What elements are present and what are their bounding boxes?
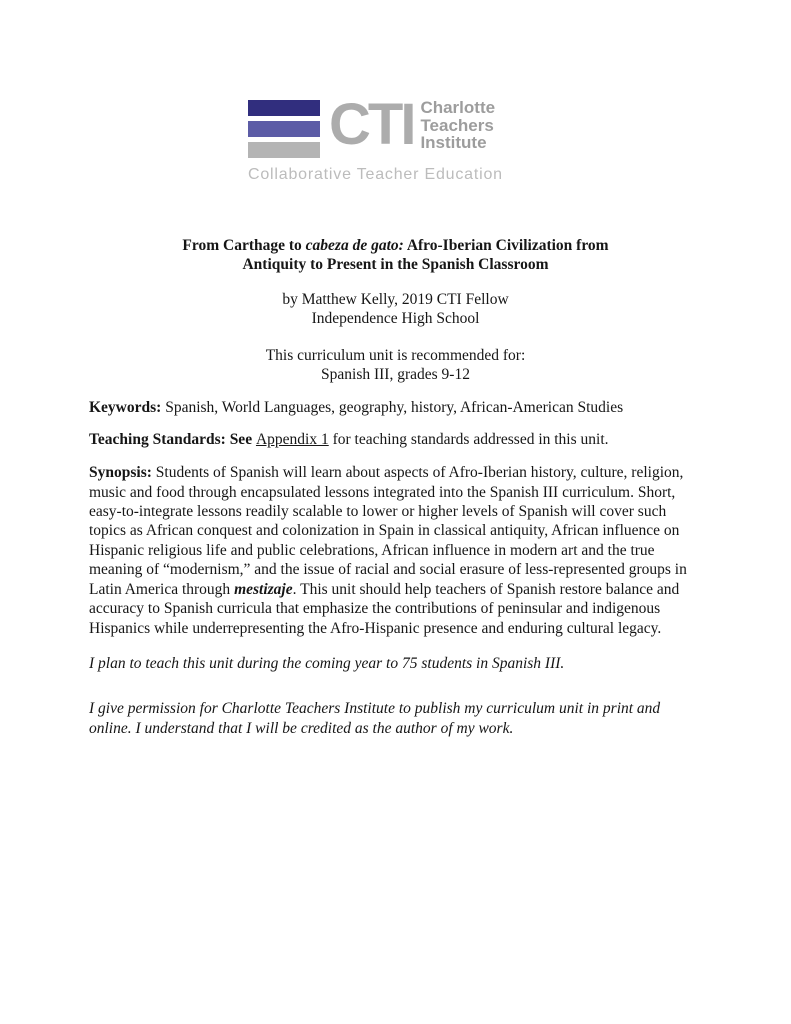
cti-logo	[248, 92, 503, 184]
teaching-standards-label: Teaching Standards: See	[89, 430, 256, 448]
school-line: Independence High School	[311, 310, 480, 328]
logo-tagline: Collaborative Teacher Education	[248, 166, 503, 183]
logo-bar-bottom	[248, 142, 320, 158]
cti-wordmark: CTI	[329, 92, 414, 157]
unit-title-pre: From Carthage to	[182, 237, 306, 254]
teach-plan-note: I plan to teach this unit during the coming year to 75 students in Spanish III.	[89, 654, 565, 672]
logo-name-line3: Institute	[420, 133, 487, 152]
appendix-1-link[interactable]: Appendix 1	[255, 430, 329, 448]
unit-title-line2: Antiquity to Present in the Spanish Classroom	[242, 256, 549, 274]
synopsis-paragraph	[89, 463, 702, 638]
logo-institute-name	[420, 99, 495, 152]
keywords-text: Spanish, World Languages, geography, history, African-American Studies	[161, 399, 624, 417]
keywords-paragraph	[89, 398, 702, 417]
logo-bar-top	[248, 100, 320, 116]
unit-title-italic-phrase: cabeza de gato:	[305, 237, 404, 254]
recommendation-line2: Spanish III, grades 9-12	[321, 366, 470, 384]
synopsis-text-2: . This unit should help teachers of Spanish restore balance and accuracy to Spanish curricula that emphasize the contributions of peninsular and indigenous Hispanics while underrepresenting the Afro-Hispanic presence and enduring cultural legacy.	[89, 580, 680, 637]
teaching-standards-text: for teaching standards addressed in this unit.	[328, 430, 609, 448]
keywords-label: Keywords:	[89, 399, 162, 417]
byline	[89, 290, 702, 329]
teaching-standards-paragraph	[89, 430, 702, 449]
synopsis-label: Synopsis:	[89, 464, 152, 482]
recommendation	[89, 346, 702, 385]
logo-bar-middle	[248, 121, 320, 137]
document-content	[89, 236, 702, 738]
logo-bars	[248, 100, 320, 163]
logo-name-line1: Charlotte	[420, 98, 496, 117]
synopsis-italic-term: mestizaje	[234, 580, 293, 598]
author-line: by Matthew Kelly, 2019 CTI Fellow	[282, 290, 509, 308]
logo-name-line2: Teachers	[420, 115, 494, 135]
unit-title	[89, 236, 702, 275]
recommendation-line1: This curriculum unit is recommended for:	[265, 346, 526, 364]
unit-title-post: Afro-Iberian Civilization from	[403, 237, 609, 254]
synopsis-text-1: Students of Spanish will learn about aspects of Afro-Iberian history, culture, religion, music and food through encapsulated lessons integrated into the Spanish III curriculum. Short, easy-to-integrate lessons readily scalable to lower or higher levels of Spanish will cover such topics as African conquest and colonization in Spain in classical antiquity, African influence on Hispanic religious life and public celebrations, African influence in modern art and the true meaning of “modernism,” and the issue of racial and social erasure of less-represented groups in Latin America through	[89, 464, 687, 598]
permission-note: I give permission for Charlotte Teachers Institute to publish my curriculum unit in print and online. I understand that I will be credited as the author of my work.	[89, 700, 661, 737]
